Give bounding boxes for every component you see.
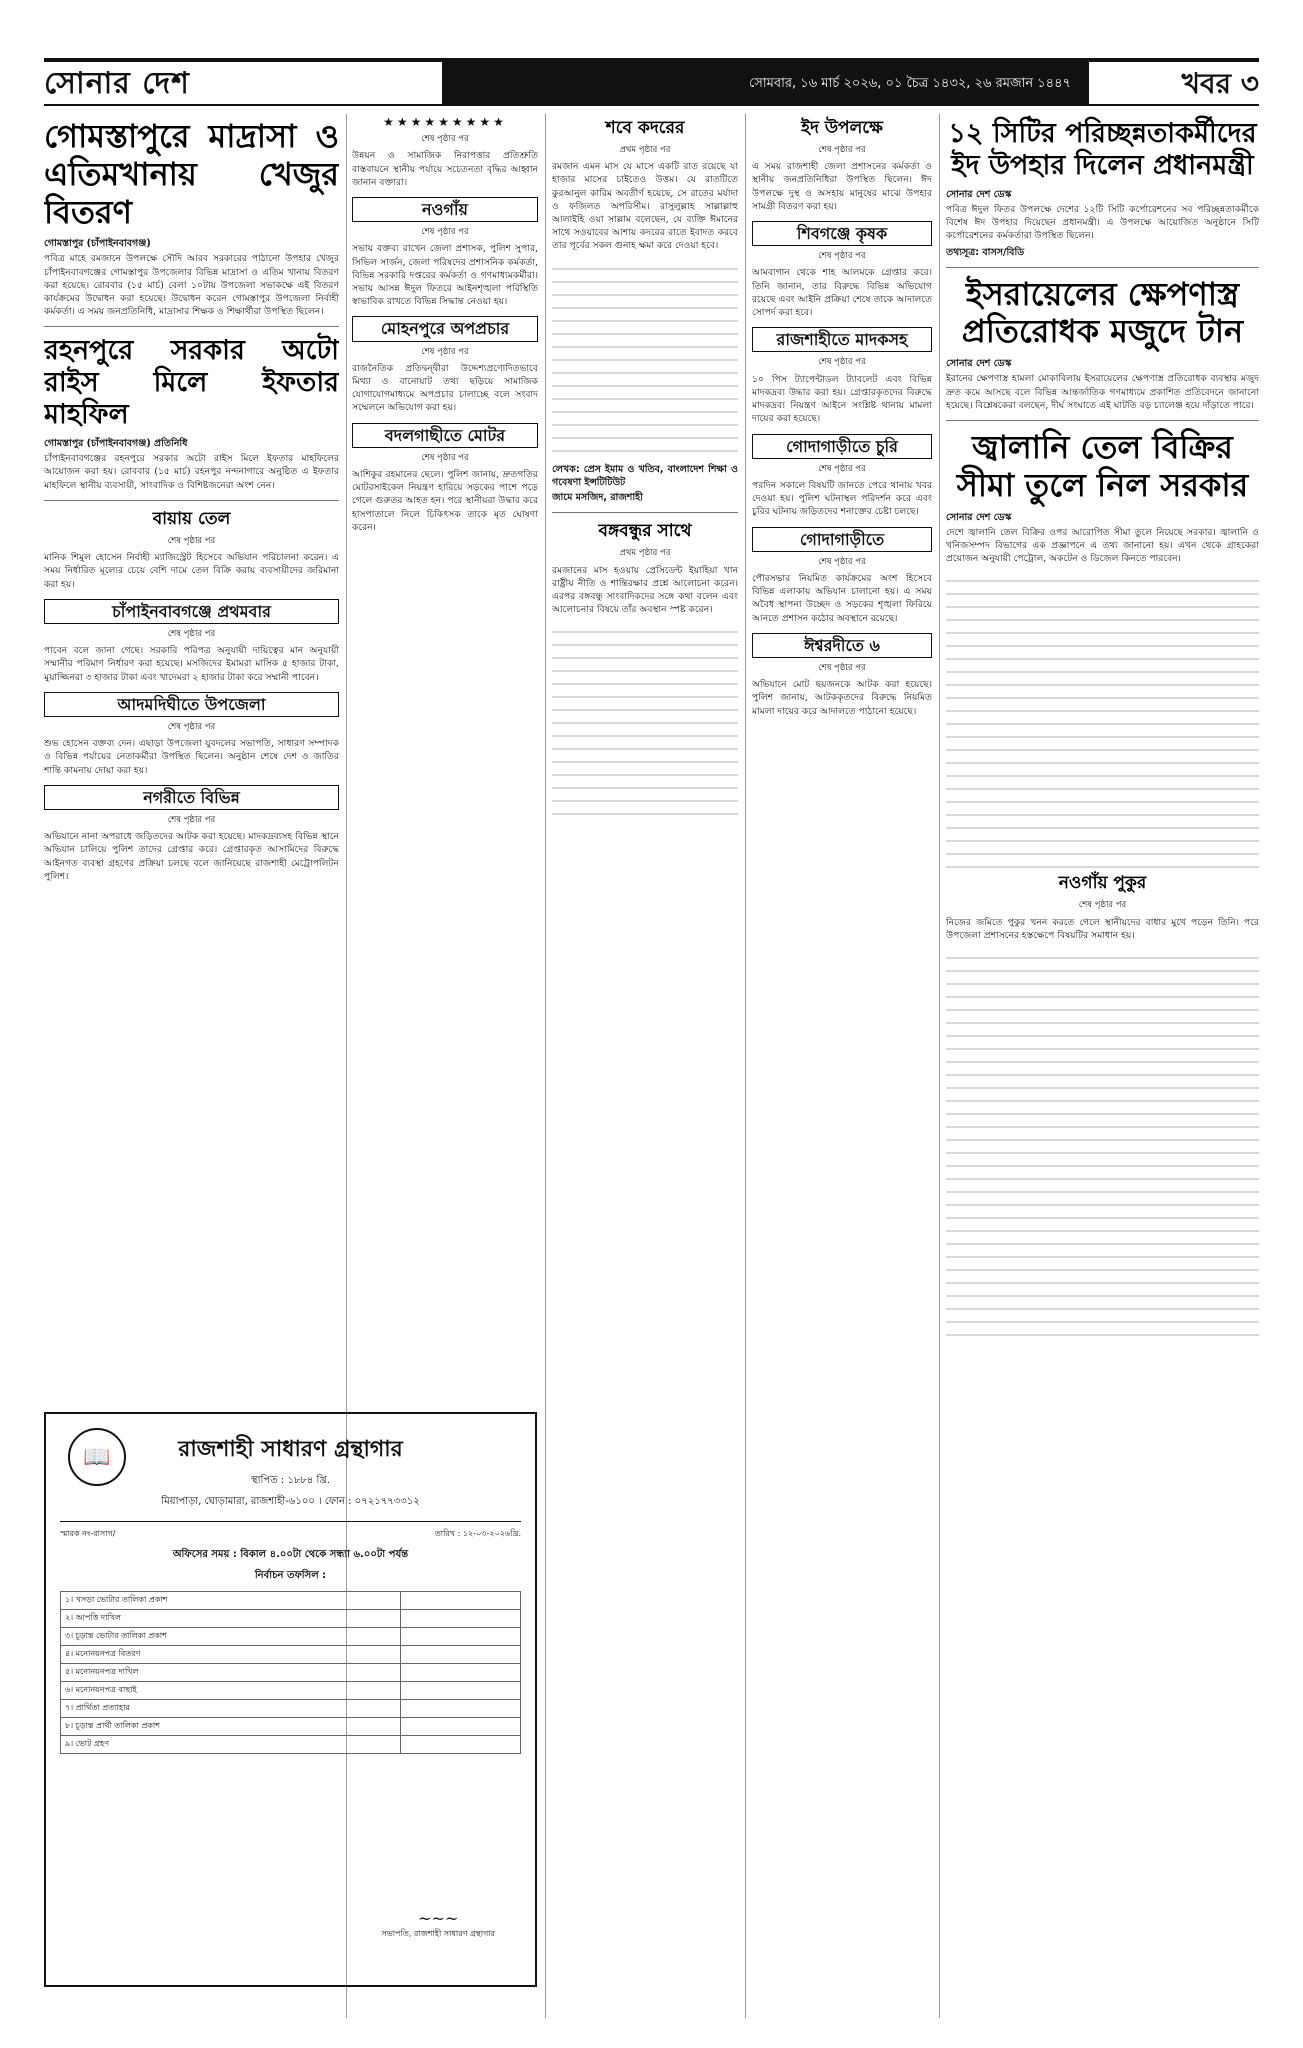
column-4 — [752, 114, 932, 2018]
schedule-item: ৮। চূড়ান্ত প্রার্থী তালিকা প্রকাশ — [61, 1718, 401, 1736]
headline-adamdighi: আদমদিঘীতে উপজেলা — [44, 692, 339, 717]
article-body: পবিত্র ঈদুল ফিতর উপলক্ষে দেশের ১২টি সিটি কর্পোরেশনের সব পরিচ্ছন্নতাকর্মীকে বিশেষ ঈদ উপহার দিয়েছেন প্রধানমন্ত্রী। এ উপলক্ষে আয়োজিত অনুষ্ঠানে সিটি কর্পোরেশনের কর্মকর্তারা উপস্থিত ছিলেন। — [946, 203, 1259, 242]
schedule-row — [61, 1664, 521, 1682]
library-emblem-icon: 📖 — [68, 1428, 126, 1486]
divider — [44, 500, 339, 501]
continued-label: শেষ পৃষ্ঠার পর — [1078, 900, 1127, 911]
continued-label: শেষ পৃষ্ঠার পর — [818, 251, 866, 262]
headline-eid-occasion: ইদ উপলক্ষে — [801, 118, 883, 138]
credit-line: তথ্যসূত্র: বাসস/বিডি — [946, 246, 1025, 258]
headline-naogaon: নওগাঁয় — [352, 197, 538, 222]
column-rule — [545, 114, 546, 2018]
schedule-item: ৯। ভোট গ্রহণ — [61, 1736, 401, 1754]
article-body: শুভ হোসেন বক্তব্য দেন। এছাড়া উপজেলা যুবদলের সভাপতি, সাধারণ সম্পাদক ও বিভিন্ন পর্যায়ের নেতাকর্মীরা উপস্থিত ছিলেন। অনুষ্ঠান শেষে দেশ ও জাতির শান্তি কামনায় দোয়া করা হয়। — [44, 738, 339, 776]
paper-logo: সোনার দেশ — [44, 66, 190, 101]
headline-godagari: গোদাগাড়ীতে — [752, 527, 932, 552]
schedule-item: ৩। চূড়ান্ত ভোটার তালিকা প্রকাশ — [61, 1628, 401, 1646]
byline: গোমস্তাপুর (চাঁপাইনবাবগঞ্জ) — [44, 238, 151, 250]
article-body: পাবেন বলে জানা গেছে। সরকারি পরিপত্র অনুযায়ী দায়িত্বের মান অনুযায়ী সম্মানীর পরিমাণ নির্ধারণ করা হয়েছে। মসজিদের ইমামরা মাসিক ৫ হাজার টাকা, মুয়াজ্জিনরা ৩ হাজার টাকা এবং খাদেমরা ২ হাজার টাকা করে সম্মানী পাবেন। — [44, 645, 339, 683]
schedule-value — [401, 1700, 521, 1718]
schedule-value — [401, 1736, 521, 1754]
article-body: নিজের জমিতে পুকুর খনন করতে গেলে স্থানীয়দের বাধার মুখে পড়েন তিনি। পরে উপজেলা প্রশাসনের হস্তক্ষেপে বিষয়টির সমাধান হয়। — [946, 916, 1259, 941]
headline-city-various: নগরীতে বিভিন্ন — [44, 785, 339, 810]
schedule-item: ৭। প্রার্থিতা প্রত্যাহার — [61, 1700, 401, 1718]
headline-shibganj-farmer: শিবগঞ্জে কৃষক — [752, 221, 932, 246]
continued-label: শেষ পৃষ্ঠার পর — [167, 814, 216, 825]
headline-fuel-limit: জ্বালানি তেল বিক্রির সীমা তুলে নিল সরকার — [956, 428, 1249, 504]
article-body: রাজনৈতিক প্রতিদ্বন্দ্বীরা উদ্দেশ্যপ্রণোদিতভাবে মিথ্যা ও বানোয়াট তথ্য ছড়িয়ে সামাজিক যোগাযোগমাধ্যমে অপপ্রচার চালাচ্ছে বলে সংবাদ সম্মেলনে অভিযোগ করা হয়। — [352, 362, 538, 414]
article-body: সভায় বক্তব্য রাখেন জেলা প্রশাসক, পুলিশ সুপার, সিভিল সার্জন, জেলা পরিষদের প্রশাসনিক কর্মকর্তা, বিভিন্ন সরকারি দপ্তরের কর্মকর্তা ও গণমাধ্যমকর্মীরা। সভায় আসন্ন ঈদুল ফিতরে আইনশৃঙ্খলা পরিস্থিতি স্বাভাবিক রাখতে বিভিন্ন সিদ্ধান্ত নেওয়া হয়। — [352, 243, 538, 308]
schedule-value — [401, 1592, 521, 1610]
article-body: রমজান এমন মাস যে মাসে একটি রাত রয়েছে যা হাজার মাসের চাইতেও উত্তম। যে রাতটিতে কুরআনুল কারিম অবতীর্ণ হয়েছে, সে রাতের মর্যাদা ও ফজিলত অপরিসীম। রাসুলুল্লাহ সাল্লাল্লাহু আলাইহি ওয়া সাল্লাম বলেছেন, যে ব্যক্তি ঈমানের সাথে সওয়াবের আশায় কদরের রাতে ইবাদত করবে তার পূর্বের সকল গুনাহ ক্ষমা করে দেওয়া হবে। — [552, 161, 738, 252]
author-credit: লেখক: প্রেস ইমাম ও খতিব, বাংলাদেশ শিক্ষা ও গবেষণা ইন্সটিটিউট — [552, 463, 738, 488]
headline-pm-cleaners: ১২ সিটির পরিচ্ছন্নতাকর্মীদের ইদ উপহার দিলেন প্রধানমন্ত্রী — [948, 118, 1257, 181]
masthead — [44, 58, 1259, 106]
schedule-item: ৫। মনোনয়নপত্র দাখিল — [61, 1664, 401, 1682]
continued-label: শেষ পৃষ্ঠার পর — [421, 346, 469, 357]
byline: সোনার দেশ ডেস্ক — [946, 188, 1012, 200]
schedule-value — [401, 1628, 521, 1646]
schedule-row — [61, 1700, 521, 1718]
divider — [44, 326, 339, 327]
article-body: অভিযানে মোট ছয়জনকে আটক করা হয়েছে। পুলিশ জানায়, আটককৃতদের বিরুদ্ধে নিয়মিত মামলা দায়ের করে আদালতে পাঠানো হয়েছে। — [752, 679, 932, 717]
schedule-row — [61, 1736, 521, 1754]
schedule-item: ৬। মনোনয়নপত্র বাছাই — [61, 1682, 401, 1700]
schedule-row — [61, 1646, 521, 1664]
schedule-title: নির্বাচন তফসিল : — [254, 1570, 327, 1581]
headline-oil: বায়ায় তেল — [152, 508, 231, 529]
article-body: এ সময় রাজশাহী জেলা প্রশাসনের কর্মকর্তা ও স্থানীয় জনপ্রতিনিধিরা উপস্থিত ছিলেন। ঈদ উপলক্ষে দুস্থ ও অসহায় মানুষের মাঝে উপহার সামগ্রী বিতরণ করা হয়। — [752, 161, 932, 212]
headline-godagari-theft: গোদাগাড়ীতে চুরি — [752, 434, 932, 459]
schedule-row — [61, 1718, 521, 1736]
article-body: ইরানের ক্ষেপণাস্ত্র হামলা মোকাবিলায় ইসরায়েলের ক্ষেপণাস্ত্র প্রতিরোধক ব্যবস্থার মজুদ দ্রুত কমে আসছে বলে বিভিন্ন আন্তর্জাতিক গণমাধ্যমে প্রকাশিত প্রতিবেদনে জানানো হয়েছে। বিশ্লেষকেরা বলছেন, দীর্ঘ সংঘাতে এই ঘাটতি বড় চ্যালেঞ্জ হয়ে দাঁড়াতে পারে। — [946, 373, 1259, 411]
article-body: অভিযানে নানা অপরাধে জড়িতদের আটক করা হয়েছে। মাদকদ্রব্যসহ বিভিন্ন স্থানে অভিযান চালিয়ে পুলিশ তাদের গ্রেপ্তার করে। গ্রেপ্তারকৃত আসামিদের বিরুদ্ধে আইনগত ব্যবস্থা গ্রহণের প্রক্রিয়া চলছে বলে জানিয়েছে রাজশাহী মেট্রোপলিটন পুলিশ। — [44, 831, 339, 882]
schedule-value — [401, 1646, 521, 1664]
column-2 — [352, 114, 538, 1398]
notice-address: মিয়াপাড়া, ঘোড়ামারা, রাজশাহী-৬১০০ । ফোন : ০৭২১৭৭৩৩১২ — [161, 1496, 420, 1507]
schedule-value — [401, 1610, 521, 1628]
byline: সোনার দেশ ডেস্ক — [946, 358, 1012, 370]
notice-established: স্থাপিত : ১৮৮৪ খ্রি. — [250, 1475, 330, 1486]
article-body: ১০ পিস ট্যাপেন্টাডল ট্যাবলেট এবং বিভিন্ন মাদকদ্রব্য উদ্ধার করা হয়। গ্রেপ্তারকৃতদের বিরুদ্ধে মাদকদ্রব্য নিয়ন্ত্রণ আইনে সংশ্লিষ্ট থানায় মামলা দায়ের করা হয়েছে। — [752, 373, 932, 425]
headline-iftar-mahfil: রহনপুরে সরকার অটো রাইস মিলে ইফতার মাহফিল — [44, 335, 339, 431]
schedule-item: ৪। মনোনয়নপত্র বিতরণ — [61, 1646, 401, 1664]
headline-bangabandhu: বঙ্গবন্ধুর সাথে — [598, 521, 692, 542]
schedule-row — [61, 1628, 521, 1646]
signature-mark: ~~~ — [418, 1909, 459, 1928]
headline-naogaon-pond: নওগাঁয় পুকুর — [1058, 873, 1147, 894]
divider — [946, 267, 1259, 268]
library-election-notice — [44, 1412, 537, 1987]
byline: সোনার দেশ ডেস্ক — [946, 511, 1012, 523]
headline-ishwardi: ঈশ্বরদীতে ৬ — [752, 633, 932, 658]
headline-mohanpur: মোহনপুরে অপপ্রচার — [352, 316, 538, 341]
continued-label: প্রথম পৃষ্ঠার পর — [619, 548, 671, 559]
continued-label: শেষ পৃষ্ঠার পর — [818, 145, 866, 156]
schedule-item: ১। খসড়া ভোটার তালিকা প্রকাশ — [61, 1592, 401, 1610]
article-body: দেশে জ্বালানি তেল বিক্রির ওপর আরোপিত সীমা তুলে নিয়েছে সরকার। জ্বালানি ও খনিজসম্পদ বিভাগের এক প্রজ্ঞাপনে এ তথ্য জানানো হয়। এখন থেকে গ্রাহকেরা প্রয়োজন অনুযায়ী পেট্রোল, অকটেন ও ডিজেল কিনতে পারবেন। — [946, 526, 1259, 565]
signer-title: সভাপতি, রাজশাহী সাধারণ গ্রন্থাগার — [381, 1929, 495, 1938]
continued-label: শেষ পৃষ্ঠার পর — [421, 134, 469, 145]
continued-label: শেষ পৃষ্ঠার পর — [421, 227, 469, 238]
headline-badalgachhi: বদলগাছীতে মোটর — [352, 423, 538, 448]
divider — [946, 420, 1259, 421]
continued-label: শেষ পৃষ্ঠার পর — [818, 556, 866, 567]
continued-label: শেষ পৃষ্ঠার পর — [167, 628, 216, 639]
text-continuation — [946, 569, 1259, 869]
article-body: পরদিন সকালে বিষয়টি জানতে পেরে থানায় খবর দেওয়া হয়। পুলিশ ঘটনাস্থল পরিদর্শন করে এবং চুরির ঘটনায় জড়িতদের শনাক্তের চেষ্টা চলছে। — [752, 479, 932, 518]
article-body: মানিক শিমুল হোসেন নির্বাহী ম্যাজিস্ট্রেট হিসেবে অভিযান পরিচালনা করেন। এ সময় নির্ধারিত মূল্যের চেয়ে বেশি দামে তেল বিক্রি করায় ব্যবসায়ীদের জরিমানা করা হয়। — [44, 552, 339, 590]
continued-label: শেষ পৃষ্ঠার পর — [818, 463, 866, 474]
dateline: সোমবার, ১৬ মার্চ ২০২৬, ০১ চৈত্র ১৪৩২, ২৬ রমজান ১৪৪৭ — [442, 62, 1089, 106]
schedule-row — [61, 1682, 521, 1700]
byline: গোমস্তাপুর (চাঁপাইনবাবগঞ্জ) প্রতিনিধি — [44, 438, 188, 450]
continued-label: প্রথম পৃষ্ঠার পর — [619, 145, 671, 156]
continued-label: শেষ পৃষ্ঠার পর — [818, 662, 866, 673]
column-rule — [939, 114, 940, 2018]
star-separator: ★★★★★★★★★ — [383, 115, 507, 129]
notice-title: রাজশাহী সাধারণ গ্রন্থাগার — [178, 1437, 403, 1462]
column-3 — [552, 114, 738, 2018]
schedule-row — [61, 1610, 521, 1628]
headline-chapainawabganj-first: চাঁপাইনবাবগঞ্জে প্রথমবার — [44, 599, 339, 624]
article-body: পবিত্র মাহে রমজানে উপলক্ষে সৌদি আরব সরকারের পাঠানো উপহার খেজুর চাঁপাইনবাবগঞ্জের গোমস্তাপুর উপজেলার বিভিন্ন মাদ্রাসা ও এতিম খানায় বিতরণ করা হয়েছে। রোববার (১৫ মার্চ) বেলা ১০টায় উপজেলা সভাকক্ষে এই বিতরণ কার্যক্রমের উদ্বোধন করা হয়েছে। উদ্বোধন করেন গোমস্তাপুর উপজেলা নির্বাহী কর্মকর্তা। এ সময় জনপ্রতিনিধি, মাদ্রাসার শিক্ষক ও শিক্ষার্থীরা উপস্থিত ছিলেন। — [44, 253, 339, 318]
article-body: পৌরসভার নিয়মিত কার্যক্রমের অংশ হিসেবে বিভিন্ন এলাকায় অভিযান চালানো হয়। এ সময় অবৈধ স্থাপনা উচ্ছেদ ও সড়কের শৃঙ্খলা ফিরিয়ে আনতে প্রশাসন কঠোর অবস্থানে রয়েছে। — [752, 572, 932, 624]
continued-label: শেষ পৃষ্ঠার পর — [167, 535, 216, 546]
headline-madrasa-dates: গোমস্তাপুরে মাদ্রাসা ও এতিমখানায় খেজুর বিতরণ — [44, 117, 339, 231]
notice-ref-no: স্মারক নং-রাসাগ/ — [60, 1529, 116, 1538]
article-body: আশিকুর রহমানের ছেলে। পুলিশ জানায়, দ্রুতগতির মোটরসাইকেল নিয়ন্ত্রণ হারিয়ে সড়কের পাশে পড়ে গেলে গুরুতর আহত হন। পরে স্থানীয়রা উদ্ধার করে হাসপাতালে নিলে চিকিৎসক তাকে মৃত ঘোষণা করেন। — [352, 469, 538, 533]
schedule-item: ২। আপত্তি দাখিল — [61, 1610, 401, 1628]
divider — [60, 1521, 521, 1522]
text-continuation — [946, 946, 1259, 1346]
continued-label: শেষ পৃষ্ঠার পর — [421, 452, 469, 463]
article-body: চাঁপাইনবাবগঞ্জের রহনপুরে সরকার অটো রাইস মিলে ইফতার মাহফিলের আয়োজন করা হয়। রোববার (১৫ মার্চ) রহনপুর নন্দনাগারে অনুষ্ঠিত এ ইফতার মাহফিলে স্থানীয় ব্যবসায়ী, সাংবাদিক ও বিশিষ্টজনেরা অংশ নেন। — [44, 453, 339, 491]
headline-rajshahi-drugs: রাজশাহীতে মাদকসহ — [752, 327, 932, 352]
author-credit-sub: জামে মসজিদ, রাজশাহী — [552, 492, 643, 504]
article-body: আমবাগান থেকে শাহ আলমকে গ্রেপ্তার করে। তিনি জানান, তার বিরুদ্ধে বিভিন্ন অভিযোগ রয়েছে এবং আইনি প্রক্রিয়া শেষে তাকে আদালতে সোপর্দ করা হবে। — [752, 267, 932, 319]
schedule-value — [401, 1682, 521, 1700]
continued-label: শেষ পৃষ্ঠার পর — [167, 721, 216, 732]
divider — [552, 512, 738, 513]
schedule-table — [60, 1591, 521, 1754]
headline-israel-missile: ইসরায়েলের ক্ষেপণাস্ত্র প্রতিরোধক মজুদে টান — [961, 274, 1244, 351]
article-body: রমজানের মাস হওয়ায় প্রেসিডেন্ট ইয়াহিয়া খান রাষ্ট্রীয় নীতি ও শান্তিরক্ষার প্রশ্নে আলোচনা করেন। এরপর বঙ্গবন্ধু সাংবাদিকদের সঙ্গে কথা বলেন এবং আলোচনার বিষয়ে তাঁর অবস্থান স্পষ্ট করেন। — [552, 564, 738, 616]
column-5 — [946, 114, 1259, 2018]
text-continuation — [552, 257, 738, 457]
headline-shab-e-qadr: শবে কদরের — [605, 118, 685, 138]
text-continuation — [552, 620, 738, 820]
continued-label: শেষ পৃষ্ঠার পর — [818, 357, 866, 368]
notice-hours: অফিসের সময় : বিকাল ৪.০০টা থেকে সন্ধ্যা ৬.০০টা পর্যন্ত — [172, 1549, 409, 1560]
schedule-row — [61, 1592, 521, 1610]
column-rule — [745, 114, 746, 2018]
signature-block — [381, 1909, 495, 1941]
schedule-value — [401, 1664, 521, 1682]
notice-ref-row — [60, 1528, 521, 1541]
notice-date: তারিখ : ১২-০৩-২০২৬খ্রি. — [434, 1529, 521, 1538]
schedule-value — [401, 1718, 521, 1736]
article-body: উন্নয়ন ও সামাজিক নিরাপত্তার প্রতিশ্রুতি বাস্তবায়নে স্থানীয় পর্যায়ে সচেতনতা বৃদ্ধির আহ্বান জানান বক্তারা। — [352, 150, 538, 188]
section-label: খবর ৩ — [1181, 67, 1259, 100]
